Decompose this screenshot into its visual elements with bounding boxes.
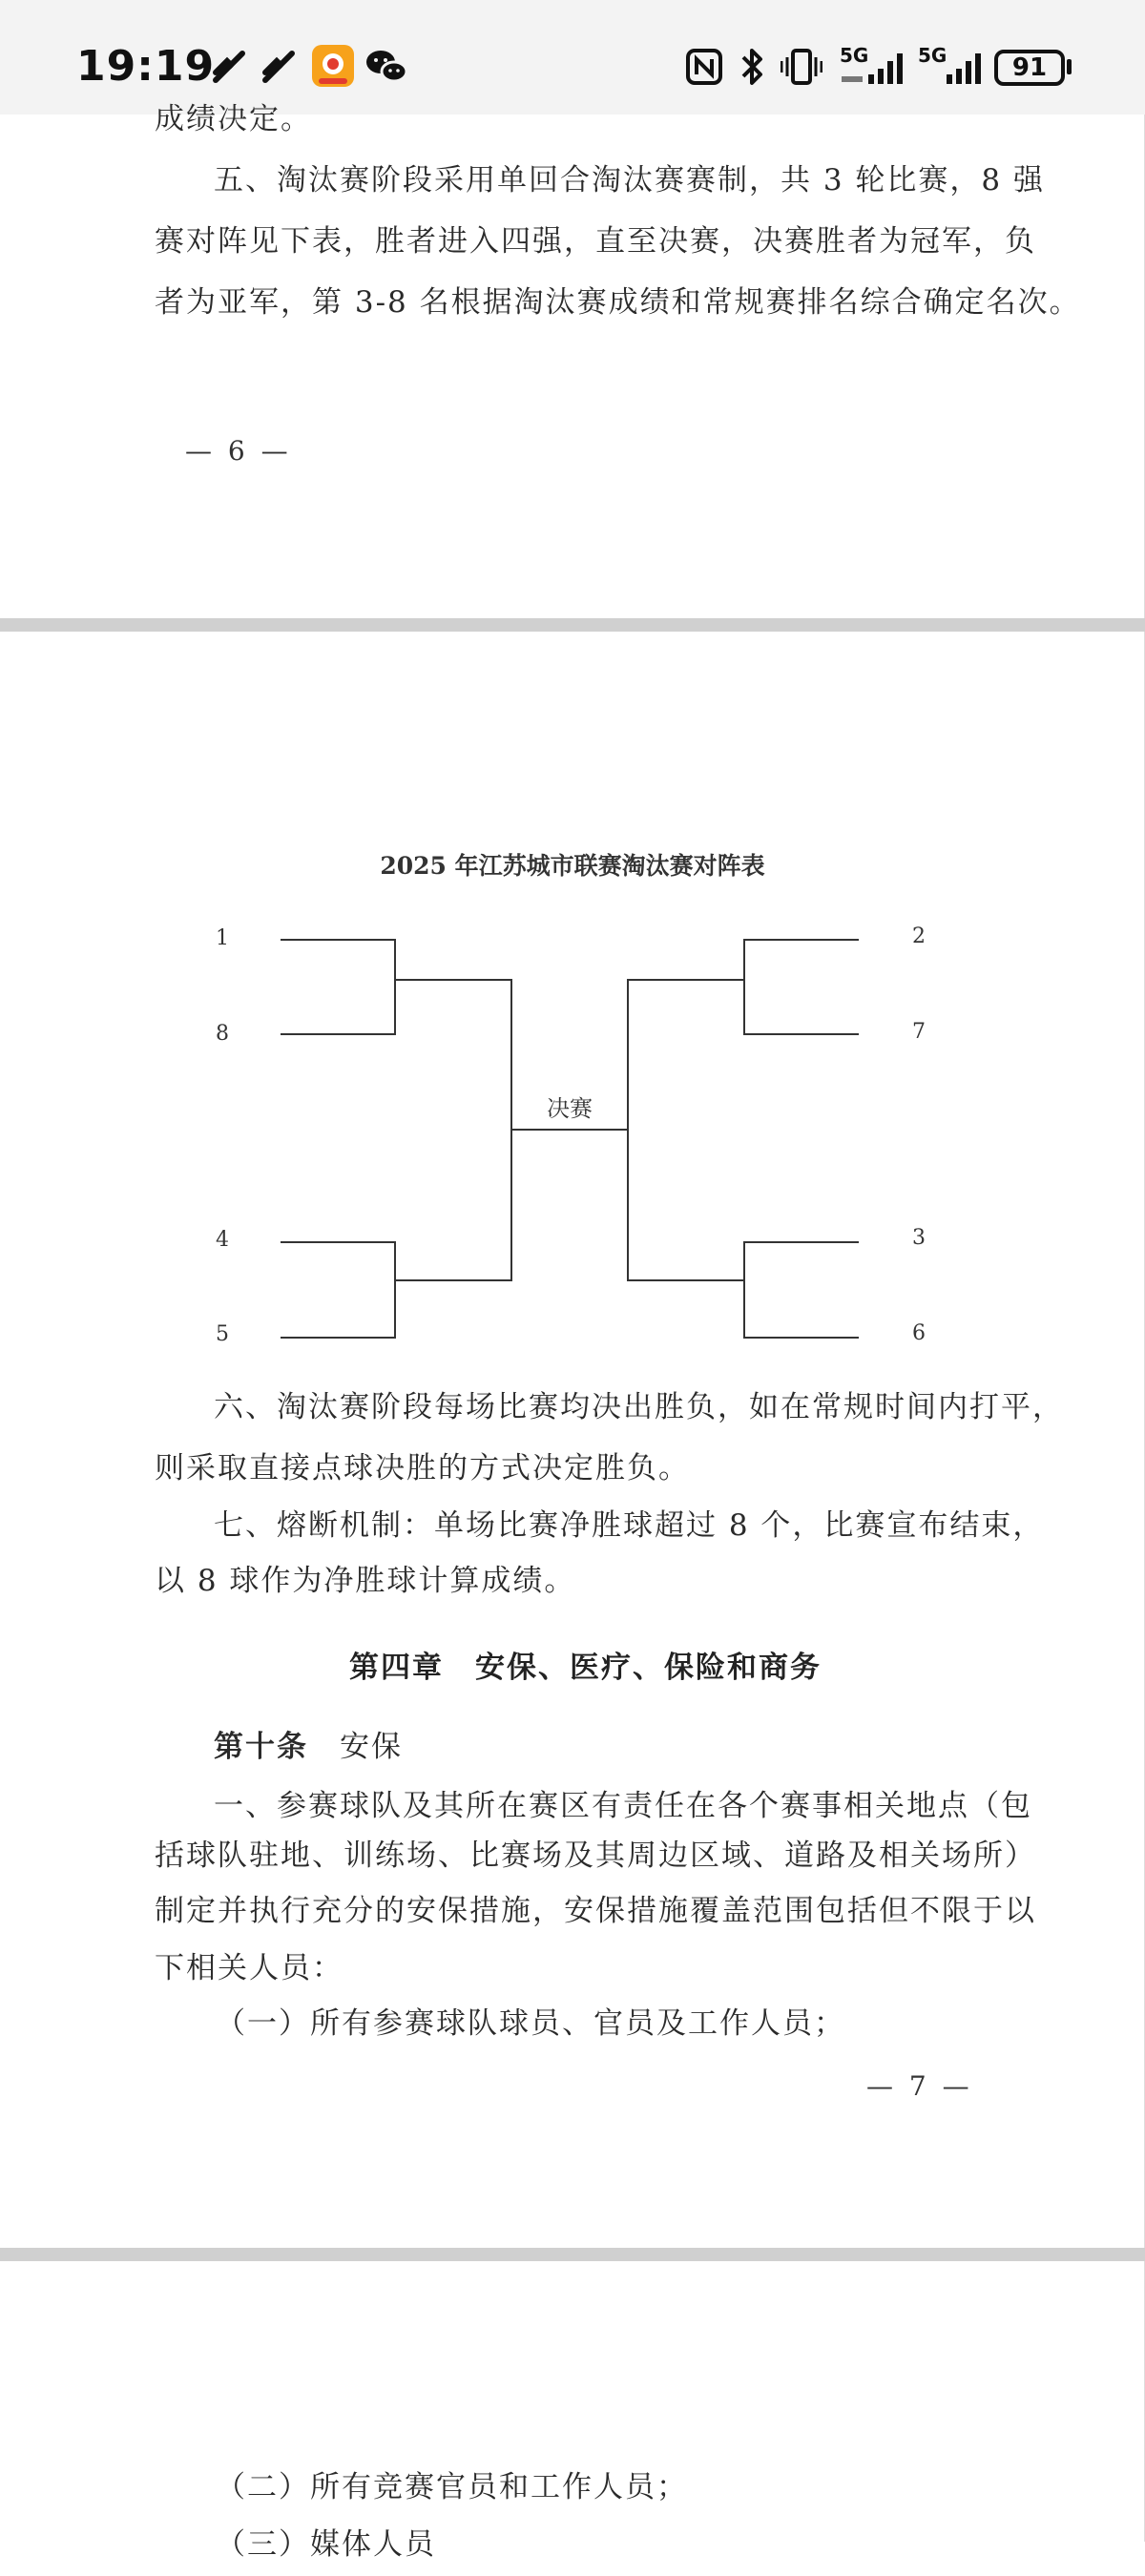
seed-label: 4 <box>216 1228 229 1252</box>
paragraph-5-line-3: 者为亚军，第 3-8 名根据淘汰赛成绩和常规赛排名综合确定名次。 <box>155 285 1081 320</box>
bracket-title: 2025 年江苏城市联赛淘汰赛对阵表 <box>380 852 765 880</box>
paragraph-5-line-2: 赛对阵见下表，胜者进入四强，直至决赛，决赛胜者为冠军，负 <box>155 224 1036 259</box>
page-number: — 7 — <box>866 2070 973 2102</box>
paragraph-7-line-2: 以 8 球作为净胜球计算成绩。 <box>155 1564 576 1598</box>
seed-label: 2 <box>912 924 926 948</box>
paragraph-a-line-3: 制定并执行充分的安保措施，安保措施覆盖范围包括但不限于以 <box>155 1894 1036 1928</box>
bluetooth-icon <box>739 46 767 88</box>
page-gap <box>0 618 1145 632</box>
paragraph-7-line-1: 七、熔断机制：单场比赛净胜球超过 8 个，比赛宣布结束， <box>214 1508 1045 1543</box>
chapter-title: 第四章 安保、医疗、保险和商务 <box>349 1651 822 1685</box>
article-title: 安保 <box>340 1730 403 1764</box>
list-item-2: （二）所有竞赛官员和工作人员； <box>216 2470 688 2504</box>
paragraph-6-line-2: 则采取直接点球决胜的方式决定胜负。 <box>155 1451 690 1485</box>
vibrate-icon <box>781 48 822 86</box>
seed-label: 3 <box>912 1226 926 1250</box>
network-type-2: 5G <box>918 44 947 67</box>
signal-icon <box>840 50 906 88</box>
network-type-1: 5G <box>840 44 869 67</box>
paragraph-a-line-2: 括球队驻地、训练场、比赛场及其周边区域、道路及相关场所） <box>155 1839 1036 1873</box>
document-page-6 <box>0 102 1145 618</box>
paragraph-5-line-1: 五、淘汰赛阶段采用单回合淘汰赛赛制，共 3 轮比赛，8 强 <box>214 163 1046 197</box>
shopping-app-icon <box>311 44 355 88</box>
knockout-bracket <box>0 906 1145 1355</box>
paragraph-a-line-4: 下相关人员： <box>155 1951 344 1985</box>
battery-indicator: 91 <box>994 50 1065 86</box>
list-item-3: （三）媒体人员 <box>216 2527 436 2562</box>
bracket-line <box>281 940 395 1034</box>
wechat-icon <box>364 48 408 86</box>
paragraph-a-line-1: 一、参赛球队及其所在赛区有责任在各个赛事相关地点（包 <box>214 1789 1032 1823</box>
seed-label: 6 <box>912 1321 926 1345</box>
page-number: — 6 — <box>185 435 292 467</box>
status-time: 19:19 <box>76 42 216 91</box>
page-gap <box>0 2248 1145 2261</box>
article-label: 第十条 <box>214 1730 308 1764</box>
bracket-line <box>395 980 511 1280</box>
seed-label: 1 <box>216 926 229 950</box>
article-gap <box>308 1730 340 1764</box>
tiktok-icon <box>260 48 298 86</box>
paragraph-6-line-1: 六、淘汰赛阶段每场比赛均决出胜负，如在常规时间内打平， <box>214 1390 1064 1424</box>
battery-tip <box>1067 59 1072 74</box>
article-heading <box>214 1715 403 1778</box>
text-fragment: 成绩决定。 <box>155 102 312 136</box>
signal-icon <box>918 50 985 88</box>
seed-label: 7 <box>912 1020 926 1044</box>
bracket-line <box>744 1242 859 1338</box>
nfc-icon <box>685 48 723 86</box>
bracket-line <box>281 1242 395 1338</box>
list-item-1: （一）所有参赛球队球员、官员及工作人员； <box>216 2006 845 2041</box>
seed-label: 8 <box>216 1022 229 1046</box>
final-label: 决赛 <box>547 1095 593 1122</box>
bracket-line <box>744 940 859 1034</box>
seed-label: 5 <box>216 1322 229 1346</box>
bracket-line <box>628 980 744 1280</box>
tiktok-icon <box>210 48 248 86</box>
